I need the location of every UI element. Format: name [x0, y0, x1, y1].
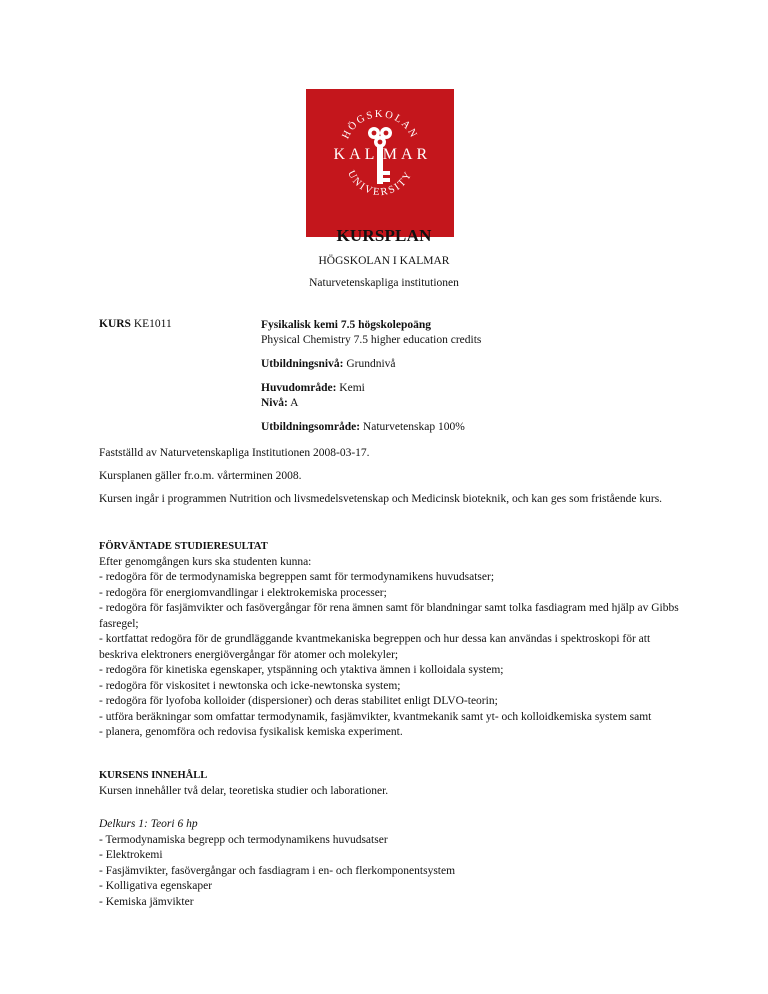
part1-item: - Kolligativa egenskaper	[99, 880, 213, 892]
part1-item: - Termodynamiska begrepp och termodynamikens huvudsatser	[99, 833, 388, 846]
outcome-item: - planera, genomföra och redovisa fysikalisk kemiska experiment.	[99, 726, 403, 738]
level-value: Grundnivå	[346, 358, 396, 370]
outcome-item: - redogöra för de termodynamiska begreppen samt för termodynamikens huvudsatser;	[99, 571, 495, 583]
part1-item: - Fasjämvikter, fasövergångar och fasdiagram i en- och flerkomponentsystem	[99, 864, 456, 877]
outcome-item: - kortfattat redogöra för de grundläggande kvantmekaniska begreppen och hur dessa kan användas i spektroskopi för att beskriva elektroners energiövergångar för atomer och molekyler;	[99, 633, 651, 661]
outcome-item: - redogöra för energiomvandlingar i elektrokemiska processer;	[99, 586, 387, 599]
course-name-en: Physical Chemistry 7.5 higher education credits	[261, 334, 482, 346]
edu-area-label: Utbildningsområde:	[261, 421, 361, 433]
course-code-value: KE1011	[133, 318, 172, 330]
outcome-item: - redogöra för fasjämvikter och fasövergångar för rena ämnen samt för blandningar samt tolka fasdiagram med hjälp av Gibbs fasregel;	[99, 602, 679, 630]
outcome-item: - redogöra för viskositet i newtonska och icke-newtonska system;	[99, 679, 401, 692]
logo-right-text: MAR	[382, 146, 432, 163]
outcome-item: - utföra beräkningar som omfattar termodynamik, fasjämvikter, kvantmekanik samt yt- och kolloidkemiska system samt	[99, 710, 652, 723]
course-name-sv: Fysikalisk kemi 7.5 högskolepoäng	[261, 319, 431, 331]
content-intro: Kursen innehåller två delar, teoretiska studier och laborationer.	[99, 784, 389, 797]
institution-name: HÖGSKOLAN I KALMAR	[318, 255, 450, 267]
outcome-item: - redogöra för lyofoba kolloider (dispersioner) och deras stabilitet enligt DLVO-teorin;	[99, 695, 498, 707]
key-icon	[306, 89, 454, 237]
niva-label: Nivå:	[261, 397, 288, 409]
outcomes-intro: Efter genomgången kurs ska studenten kunna:	[99, 555, 312, 568]
outcome-item: - redogöra för kinetiska egenskaper, ytspänning och yt​aktiva ämnen i kolloidala system;	[99, 664, 504, 676]
logo-top-text: HÖGSKOLAN	[340, 108, 420, 141]
level-label: Utbildningsnivå:	[261, 358, 344, 370]
part1-item: - Kemiska jämvikter	[99, 895, 194, 908]
approval-text: Fastställd av Naturvetenskapliga Institutionen 2008-03-17.	[99, 447, 370, 459]
course-info	[261, 318, 481, 444]
niva-value: A	[290, 397, 299, 409]
edu-area-value: Naturvetenskap 100%	[362, 421, 465, 433]
page-title: KURSPLAN	[336, 226, 432, 245]
logo-bottom-text: UNIVERSITY	[345, 168, 415, 199]
department-name: Naturvetenskapliga institutionen	[309, 277, 459, 289]
program-text: Kursen ingår i programmen Nutrition och livsmedelsvetenskap och Medicinsk bioteknik, och kan ges som fristående kurs.	[99, 493, 663, 505]
part1-item: - Elektrokemi	[99, 849, 163, 861]
logo-left-text: KAL	[333, 146, 379, 163]
course-code-label: KURS	[99, 318, 131, 330]
validity-text: Kursplanen gäller fr.o.m. vårterminen 2008.	[99, 470, 302, 482]
outcomes-section	[99, 539, 679, 741]
outcomes-heading: FÖRVÄNTADE STUDIERESULTAT	[99, 541, 268, 552]
part1-heading: Delkurs 1: Teori 6 hp	[99, 818, 198, 830]
course-code	[99, 318, 172, 330]
content-heading: KURSENS INNEHÅLL	[99, 770, 208, 781]
part1-section	[99, 817, 679, 910]
main-area-label: Huvudområde:	[261, 382, 337, 394]
university-logo	[306, 89, 454, 237]
content-section	[99, 768, 679, 799]
main-area-value: Kemi	[339, 382, 365, 394]
